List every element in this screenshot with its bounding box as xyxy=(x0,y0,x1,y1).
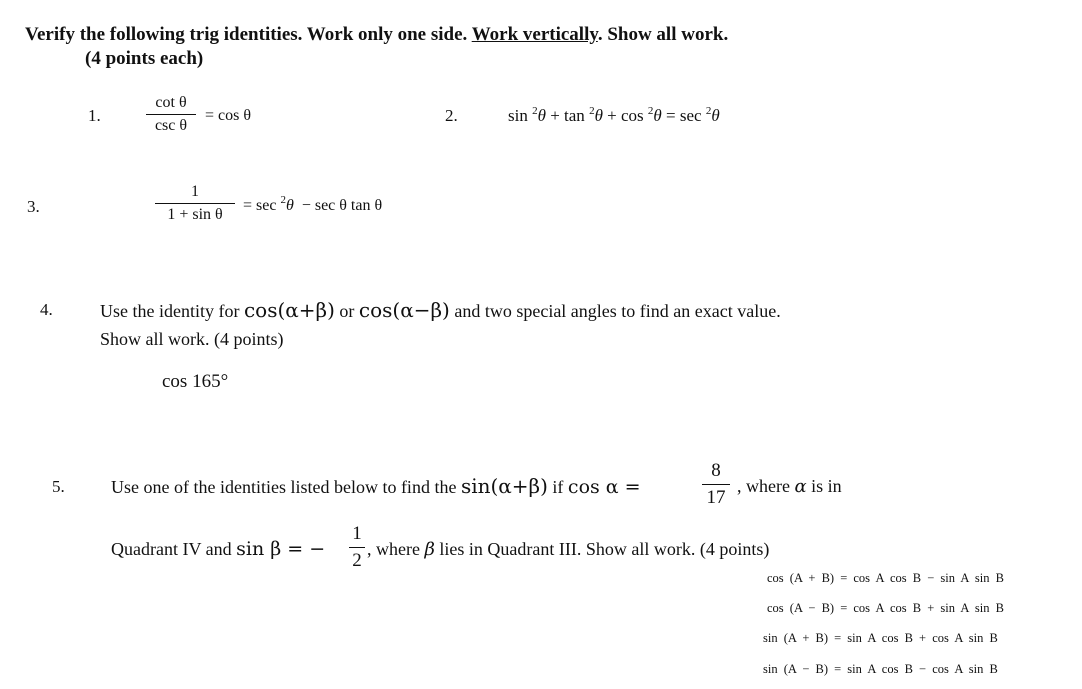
points-note: (4 points each) xyxy=(85,48,204,69)
problem-5-line-2 xyxy=(111,538,325,560)
theta: θ xyxy=(537,106,546,125)
text: Use the identity for xyxy=(100,301,244,321)
problem-4-line-2: Show all work. (4 points) xyxy=(100,329,284,349)
sin-term: sin xyxy=(508,106,528,125)
fraction-denominator: 17 xyxy=(706,487,726,508)
text: or xyxy=(334,301,359,321)
sin-beta-expression: sin β = − xyxy=(236,538,326,560)
text: Quadrant IV and xyxy=(111,539,237,559)
instructions xyxy=(25,24,728,46)
identity-3: sin (A + B) = sin A cos B + cos A sin B xyxy=(763,631,998,645)
fraction-bar xyxy=(702,484,730,485)
cos-alpha-expression: cos α = xyxy=(567,476,641,498)
fraction-bar xyxy=(155,203,235,204)
sec-term: = sec xyxy=(243,197,277,214)
identity-2: cos (A − B) = cos A cos B + sin A sin B xyxy=(767,601,1004,615)
sin-beta-fraction xyxy=(349,523,365,572)
tan-term: + tan xyxy=(550,106,585,125)
beta: β xyxy=(424,539,435,560)
exponent: 2 xyxy=(589,105,595,117)
instructions-text: Verify the following trig identities. Work only one side. xyxy=(25,24,472,45)
problem-3-rhs xyxy=(243,194,383,215)
cos-sum-expression: cos(α+β) xyxy=(243,298,335,322)
instructions-underlined: Work vertically xyxy=(471,24,598,45)
text: and two special angles to find an exact value. xyxy=(449,301,781,321)
text: , where xyxy=(367,539,425,559)
problem-1-denominator: csc θ xyxy=(154,117,188,134)
problem-2-number: 2. xyxy=(445,106,458,125)
fraction-bar xyxy=(349,547,365,548)
fraction-numerator: 8 xyxy=(711,460,721,481)
cos-alpha-fraction xyxy=(702,460,730,509)
identity-1: cos (A + B) = cos A cos B − sin A sin B xyxy=(767,571,1004,585)
problem-5-line-1 xyxy=(111,474,641,498)
fraction-bar xyxy=(146,114,196,115)
text: lies in Quadrant III. Show all work. (4 points) xyxy=(434,539,770,559)
text: is in xyxy=(806,476,842,496)
text: if xyxy=(547,477,568,497)
rest-terms: − sec θ tan θ xyxy=(301,197,383,214)
problem-5-number: 5. xyxy=(52,477,65,496)
problem-3-denominator: 1 + sin θ xyxy=(167,206,223,223)
exponent: 2 xyxy=(705,105,712,117)
exponent: 2 xyxy=(280,194,286,206)
problem-1-number: 1. xyxy=(88,106,101,125)
theta: θ xyxy=(711,106,720,125)
problem-4-expression: cos 165° xyxy=(162,371,229,392)
problem-2-equation xyxy=(508,106,720,126)
text: Use one of the identities listed below to find the xyxy=(111,477,461,497)
problem-5-line-2-end xyxy=(367,539,769,560)
theta: θ xyxy=(653,106,662,125)
instructions-end: . Show all work. xyxy=(597,24,729,45)
problem-3-number: 3. xyxy=(27,197,40,216)
problem-5-line-1-end xyxy=(737,476,842,497)
problem-3-numerator: 1 xyxy=(191,183,199,200)
exponent: 2 xyxy=(647,105,654,117)
problem-4-line-1 xyxy=(100,298,781,322)
sec-term: = sec xyxy=(666,106,702,125)
problem-1-fraction xyxy=(146,94,196,135)
sin-sum-expression: sin(α+β) xyxy=(460,474,548,498)
exponent: 2 xyxy=(532,105,538,117)
fraction-denominator: 2 xyxy=(352,550,362,571)
alpha: α xyxy=(794,476,807,497)
theta: θ xyxy=(594,106,603,125)
problem-3-fraction xyxy=(155,183,235,224)
text: , where xyxy=(737,476,795,496)
problem-1-rhs: = cos θ xyxy=(205,107,252,124)
theta: θ xyxy=(285,197,294,214)
fraction-numerator: 1 xyxy=(352,523,362,544)
problem-1-numerator: cot θ xyxy=(155,94,187,111)
cos-diff-expression: cos(α−β) xyxy=(358,298,450,322)
problem-4-number: 4. xyxy=(40,300,53,319)
cos-term: + cos xyxy=(607,106,644,125)
identity-4: sin (A − B) = sin A cos B − cos A sin B xyxy=(763,662,998,676)
